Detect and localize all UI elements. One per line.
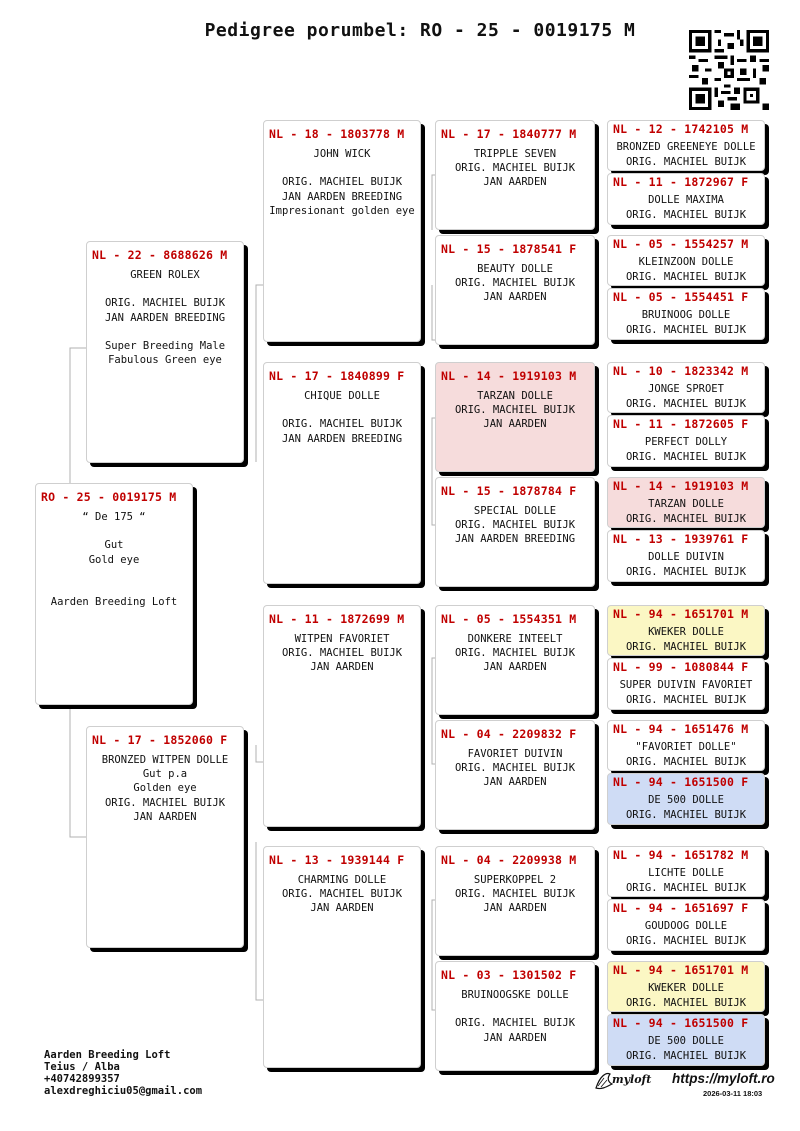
detail-line: DONKERE INTEELT <box>467 633 563 645</box>
detail-line <box>436 1002 594 1016</box>
detail-line: ORIG. MACHIEL BUIJK <box>281 647 403 660</box>
pigeon-details <box>608 678 764 707</box>
detail-line: TARZAN DOLLE <box>648 498 724 510</box>
pigeon-details <box>87 268 243 367</box>
pigeon-details <box>436 873 594 916</box>
ring-number: NL - 14 - 1919103 M <box>613 479 749 493</box>
card-gen5-ancestor <box>607 235 765 286</box>
detail-line: BRONZED WITPEN DOLLE <box>101 754 229 766</box>
ring-number: NL - 15 - 1878784 F <box>441 484 577 498</box>
detail-line: JAN AARDEN <box>310 902 374 915</box>
card-grandparent <box>263 846 421 1068</box>
pigeon-details <box>608 382 764 411</box>
breeder-loft: Aarden Breeding Loft <box>44 1049 171 1061</box>
page-title: Pedigree porumbel: RO - 25 - 0019175 M <box>204 20 636 41</box>
detail-line: JAN AARDEN <box>483 1031 547 1044</box>
detail-line: Super Breeding Male <box>104 340 226 353</box>
pigeon-details <box>608 981 764 1010</box>
pigeon-details <box>608 740 764 769</box>
breeder-location: Teius / Alba <box>44 1061 120 1073</box>
detail-line: ORIG. MACHIEL BUIJK <box>454 1017 576 1030</box>
detail-line: CHIQUE DOLLE <box>304 390 380 402</box>
detail-line: ORIG. MACHIEL BUIJK <box>454 277 576 290</box>
detail-line: Gut <box>104 539 124 552</box>
detail-line: BRUINOOG DOLLE <box>641 309 731 321</box>
detail-line: Golden eye <box>133 782 197 795</box>
ring-number: NL - 94 - 1651476 M <box>613 722 749 736</box>
card-great-grandparent <box>435 846 595 956</box>
detail-line: ORIG. MACHIEL BUIJK <box>454 404 576 417</box>
card-sire <box>86 241 244 463</box>
detail-line: DE 500 DOLLE <box>648 794 724 806</box>
detail-line: ORIG. MACHIEL BUIJK <box>104 796 226 809</box>
pigeon-details <box>264 632 420 675</box>
ring-number: NL - 05 - 1554351 M <box>441 612 577 626</box>
card-grandparent <box>263 120 421 342</box>
card-gen5-ancestor <box>607 477 765 528</box>
card-gen5-ancestor <box>607 720 765 771</box>
card-gen5-ancestor <box>607 362 765 413</box>
detail-line: ORIG. MACHIEL BUIJK <box>281 888 403 901</box>
card-great-grandparent <box>435 477 595 587</box>
detail-line: KWEKER DOLLE <box>648 626 724 638</box>
detail-line: PERFECT DOLLY <box>644 436 728 448</box>
ring-number: NL - 05 - 1554257 M <box>613 237 749 251</box>
card-great-grandparent <box>435 605 595 715</box>
card-great-grandparent <box>435 235 595 345</box>
ring-number: NL - 22 - 8688626 M <box>92 248 228 262</box>
detail-line: JAN AARDEN BREEDING <box>281 432 403 445</box>
brand-logo-text: myloft <box>612 1073 652 1086</box>
breeder-phone[interactable]: +40742899357 <box>44 1073 120 1085</box>
ring-number: NL - 94 - 1651701 M <box>613 607 749 621</box>
detail-line: CHARMING DOLLE <box>297 874 387 886</box>
detail-line: GOUDOOG DOLLE <box>644 920 728 932</box>
detail-line: BEAUTY DOLLE <box>477 263 553 275</box>
card-grandparent <box>263 362 421 584</box>
ring-number: NL - 18 - 1803778 M <box>269 127 405 141</box>
card-gen5-ancestor <box>607 288 765 340</box>
card-gen5-ancestor <box>607 605 765 656</box>
card-great-grandparent <box>435 362 595 472</box>
pigeon-details <box>608 866 764 895</box>
pigeon-details <box>608 255 764 284</box>
detail-line <box>87 325 243 339</box>
ring-number: NL - 11 - 1872699 M <box>269 612 405 626</box>
ring-number: NL - 94 - 1651500 F <box>613 775 749 789</box>
detail-line: ORIG. MACHIEL BUIJK <box>454 162 576 175</box>
detail-line: JAN AARDEN BREEDING <box>454 533 576 546</box>
detail-line: ORIG. MACHIEL BUIJK <box>454 647 576 660</box>
ring-number: NL - 03 - 1301502 F <box>441 968 577 982</box>
ring-number: NL - 94 - 1651701 M <box>613 963 749 977</box>
detail-line: SUPERKOPPEL 2 <box>473 874 557 886</box>
detail-line: Gold eye <box>88 553 140 566</box>
pigeon-details <box>436 632 594 675</box>
pigeon-details <box>264 873 420 916</box>
pigeon-details <box>436 262 594 305</box>
card-subject <box>35 483 193 705</box>
detail-line: KLEINZOON DOLLE <box>638 256 734 268</box>
detail-line: KWEKER DOLLE <box>648 982 724 994</box>
card-gen5-ancestor <box>607 899 765 951</box>
detail-line: ORIG. MACHIEL BUIJK <box>625 996 747 1009</box>
detail-line: ORIG. MACHIEL BUIJK <box>454 888 576 901</box>
card-grandparent <box>263 605 421 827</box>
detail-line: ORIG. MACHIEL BUIJK <box>104 297 226 310</box>
card-gen5-ancestor <box>607 1014 765 1066</box>
detail-line: ORIG. MACHIEL BUIJK <box>625 640 747 653</box>
card-gen5-ancestor <box>607 530 765 582</box>
detail-line: TARZAN DOLLE <box>477 390 553 402</box>
detail-line: ORIG. MACHIEL BUIJK <box>625 323 747 336</box>
detail-line: ORIG. MACHIEL BUIJK <box>625 881 747 894</box>
ring-number: NL - 99 - 1080844 F <box>613 660 749 674</box>
card-gen5-ancestor <box>607 846 765 897</box>
card-great-grandparent <box>435 961 595 1071</box>
detail-line: ORIG. MACHIEL BUIJK <box>625 755 747 768</box>
detail-line: JAN AARDEN <box>483 291 547 304</box>
detail-line <box>264 403 420 417</box>
detail-line <box>36 567 192 581</box>
detail-line: JONGE SPROET <box>648 383 724 395</box>
detail-line: JOHN WICK <box>313 148 371 160</box>
detail-line: ORIG. MACHIEL BUIJK <box>625 208 747 221</box>
pigeon-details <box>608 193 764 222</box>
detail-line: ORIG. MACHIEL BUIJK <box>625 270 747 283</box>
ring-number: NL - 13 - 1939761 F <box>613 532 749 546</box>
detail-line: ORIG. MACHIEL BUIJK <box>625 934 747 947</box>
detail-line: WITPEN FAVORIET <box>294 633 390 645</box>
detail-line: ORIG. MACHIEL BUIJK <box>625 565 747 578</box>
detail-line: “ De 175 “ <box>82 511 146 523</box>
card-gen5-ancestor <box>607 415 765 467</box>
pigeon-details <box>436 504 594 547</box>
ring-number: NL - 11 - 1872967 F <box>613 175 749 189</box>
detail-line: SPECIAL DOLLE <box>473 505 557 517</box>
detail-line: DOLLE DUIVIN <box>648 551 724 563</box>
pigeon-details <box>608 497 764 526</box>
detail-line: JAN AARDEN <box>483 902 547 915</box>
ring-number: NL - 04 - 2209938 M <box>441 853 577 867</box>
detail-line: JAN AARDEN <box>133 810 197 823</box>
detail-line: FAVORIET DUIVIN <box>467 748 563 760</box>
detail-line <box>36 581 192 595</box>
detail-line <box>36 524 192 538</box>
site-link[interactable]: https://myloft.ro <box>672 1071 775 1086</box>
detail-line: Fabulous Green eye <box>108 354 222 367</box>
pigeon-details <box>264 147 420 218</box>
detail-line: ORIG. MACHIEL BUIJK <box>281 176 403 189</box>
pigeon-details <box>608 308 764 337</box>
detail-line: Gut p.a <box>142 768 188 781</box>
card-dam <box>86 726 244 948</box>
detail-line: ORIG. MACHIEL BUIJK <box>625 512 747 525</box>
qr-code-icon <box>689 30 769 110</box>
pigeon-details <box>436 988 594 1045</box>
ring-number: NL - 17 - 1852060 F <box>92 733 228 747</box>
pigeon-details <box>608 793 764 822</box>
pigeon-details <box>608 1034 764 1063</box>
ring-number: NL - 13 - 1939144 F <box>269 853 405 867</box>
ring-number: NL - 17 - 1840899 F <box>269 369 405 383</box>
ring-number: NL - 12 - 1742105 M <box>613 122 749 136</box>
detail-line: ORIG. MACHIEL BUIJK <box>625 1049 747 1062</box>
ring-number: NL - 04 - 2209832 F <box>441 727 577 741</box>
card-gen5-ancestor <box>607 658 765 710</box>
detail-line: ORIG. MACHIEL BUIJK <box>281 418 403 431</box>
detail-line: SUPER DUIVIN FAVORIET <box>619 679 753 691</box>
detail-line: Aarden Breeding Loft <box>50 596 178 609</box>
card-gen5-ancestor <box>607 120 765 171</box>
pigeon-details <box>608 550 764 579</box>
detail-line: JAN AARDEN <box>483 418 547 431</box>
detail-line: ORIG. MACHIEL BUIJK <box>625 450 747 463</box>
detail-line: "FAVORIET DOLLE" <box>635 741 737 753</box>
pigeon-details <box>608 919 764 948</box>
ring-number: NL - 94 - 1651697 F <box>613 901 749 915</box>
detail-line: BRUINOOGSKE DOLLE <box>461 989 569 1001</box>
card-gen5-ancestor <box>607 773 765 825</box>
pigeon-details <box>264 389 420 446</box>
ring-number: NL - 17 - 1840777 M <box>441 127 577 141</box>
detail-line <box>264 161 420 175</box>
detail-line: JAN AARDEN <box>483 661 547 674</box>
ring-number: RO - 25 - 0019175 M <box>41 490 177 504</box>
pigeon-details <box>436 389 594 432</box>
detail-line: ORIG. MACHIEL BUIJK <box>454 762 576 775</box>
detail-line: ORIG. MACHIEL BUIJK <box>625 397 747 410</box>
card-gen5-ancestor <box>607 961 765 1012</box>
pigeon-details <box>87 753 243 824</box>
detail-line: JAN AARDEN BREEDING <box>104 311 226 324</box>
detail-line: Impresionant golden eye <box>269 204 415 217</box>
detail-line <box>87 282 243 296</box>
ring-number: NL - 94 - 1651500 F <box>613 1016 749 1030</box>
pigeon-details <box>608 435 764 464</box>
pigeon-details <box>608 625 764 654</box>
card-great-grandparent <box>435 720 595 830</box>
print-timestamp: 2026-03-11 18:03 <box>703 1089 763 1098</box>
detail-line: JAN AARDEN BREEDING <box>281 190 403 203</box>
detail-line: DOLLE MAXIMA <box>648 194 724 206</box>
detail-line: ORIG. MACHIEL BUIJK <box>625 155 747 168</box>
detail-line: TRIPPLE SEVEN <box>473 148 557 160</box>
pigeon-details <box>608 140 764 169</box>
detail-line: ORIG. MACHIEL BUIJK <box>625 808 747 821</box>
ring-number: NL - 94 - 1651782 M <box>613 848 749 862</box>
ring-number: NL - 11 - 1872605 F <box>613 417 749 431</box>
ring-number: NL - 14 - 1919103 M <box>441 369 577 383</box>
detail-line: JAN AARDEN <box>483 176 547 189</box>
pigeon-details <box>436 747 594 790</box>
detail-line: JAN AARDEN <box>310 661 374 674</box>
card-gen5-ancestor <box>607 173 765 225</box>
detail-line: GREEN ROLEX <box>130 269 200 281</box>
detail-line: ORIG. MACHIEL BUIJK <box>454 519 576 532</box>
detail-line: ORIG. MACHIEL BUIJK <box>625 693 747 706</box>
detail-line: LICHTE DOLLE <box>648 867 724 879</box>
detail-line: DE 500 DOLLE <box>648 1035 724 1047</box>
ring-number: NL - 15 - 1878541 F <box>441 242 577 256</box>
detail-line: JAN AARDEN <box>483 776 547 789</box>
ring-number: NL - 10 - 1823342 M <box>613 364 749 378</box>
breeder-email[interactable]: alexdreghiciu05@gmail.com <box>44 1085 203 1097</box>
pigeon-details <box>436 147 594 190</box>
pigeon-details <box>36 510 192 609</box>
ring-number: NL - 05 - 1554451 F <box>613 290 749 304</box>
detail-line: BRONZED GREENEYE DOLLE <box>616 141 756 153</box>
card-great-grandparent <box>435 120 595 230</box>
breeder-info <box>44 1049 202 1097</box>
